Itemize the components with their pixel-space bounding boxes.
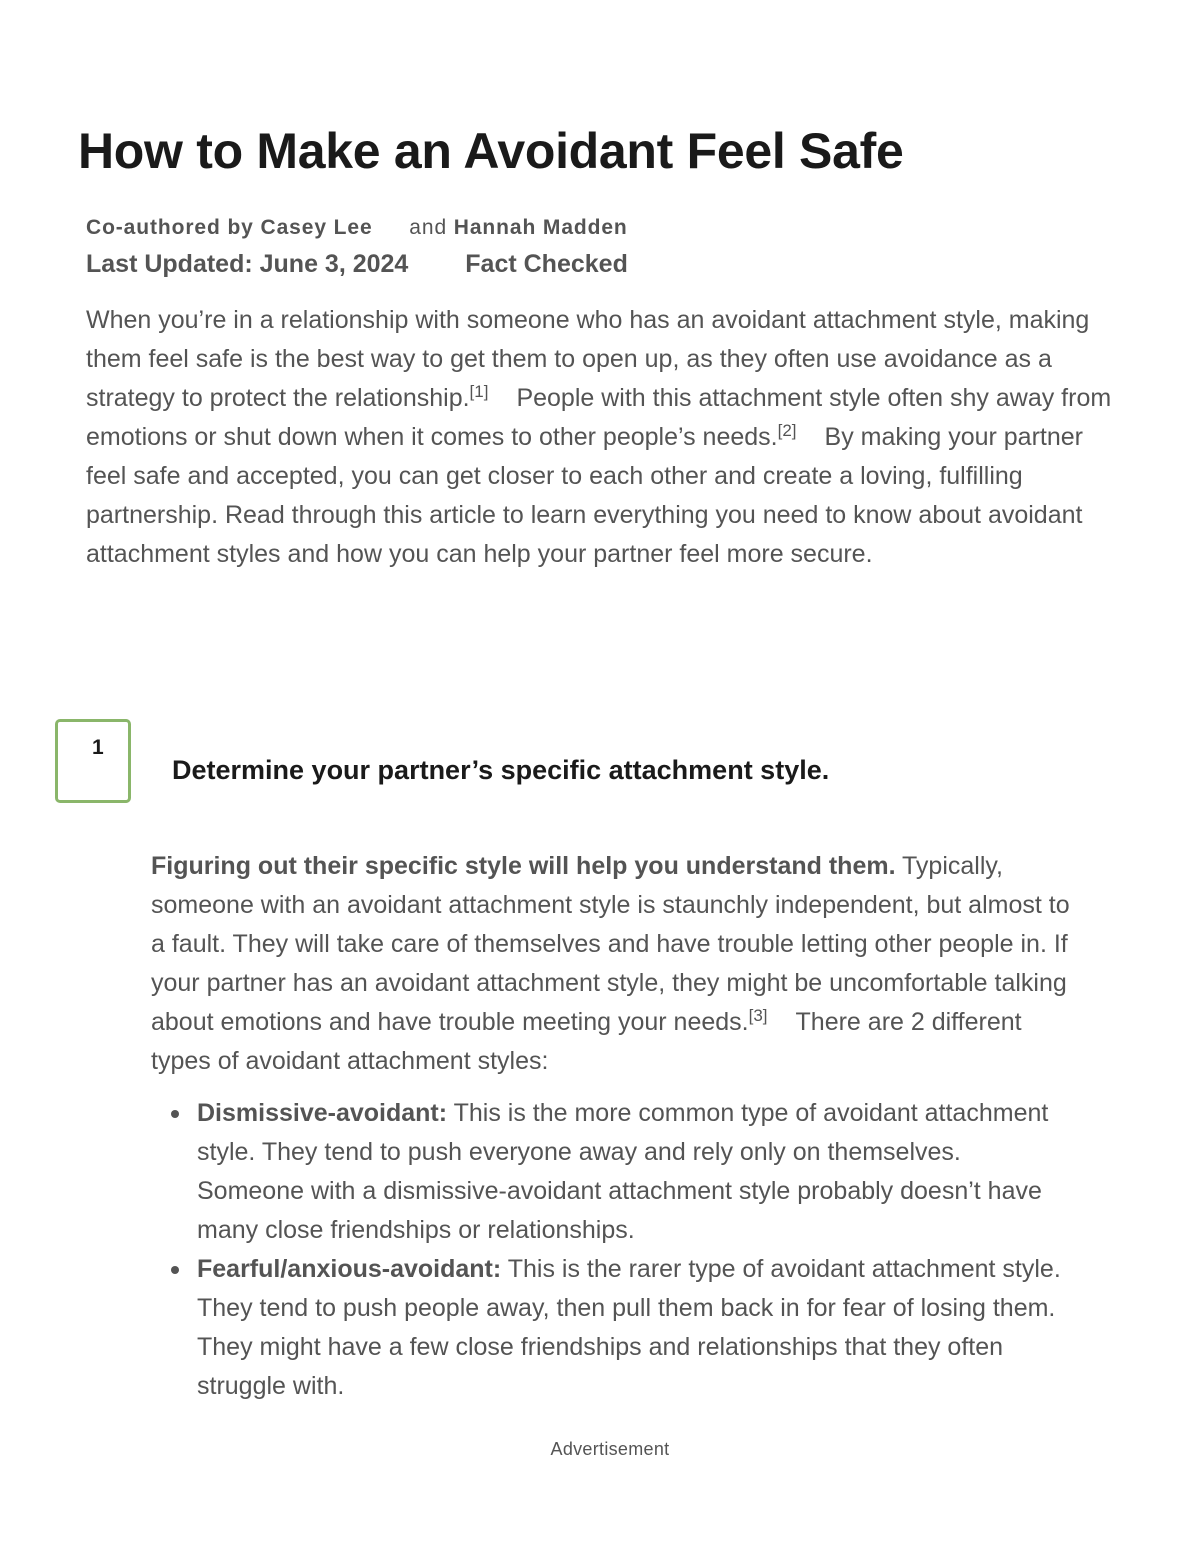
list-item-text: This is the more common type of avoidant attachment style. They tend to push everyone away and rely only on themselves. Someone with a dismissive-avoidant attachment style probably doesn’t have many close friendships or relationships. xyxy=(197,1099,1049,1244)
step-body-after: There are 2 different types of avoidant attachment styles: xyxy=(151,1008,1022,1075)
intro-text-1: When you’re in a relationship with someone who has an avoidant attachment style, making them feel safe is the best way to get them to open up, as they often use avoidance as a strategy to protect the relationship. xyxy=(86,306,1090,412)
last-updated: Last Updated: June 3, 2024 xyxy=(86,250,409,278)
article-title: How to Make an Avoidant Feel Safe xyxy=(78,123,904,179)
step-body-bold: Figuring out their specific style will help you understand them. xyxy=(151,852,896,880)
list-item-text: This is the rarer type of avoidant attachment style. They tend to push people away, then pull them back in for fear of losing them. They might have a few close friendships and relationships that they often struggle with. xyxy=(197,1255,1061,1400)
attachment-types-list xyxy=(151,1094,1071,1406)
step-number: 1 xyxy=(92,736,104,759)
reference-link-2[interactable]: [2] xyxy=(777,420,797,440)
step-body xyxy=(151,847,1071,1081)
list-item xyxy=(151,1250,1071,1406)
list-item-label: Dismissive-avoidant: xyxy=(197,1099,448,1127)
reference-link-3[interactable]: [3] xyxy=(748,1005,768,1025)
byline-and: and xyxy=(409,216,448,239)
intro-text-3: By making your partner feel safe and accepted, you can get closer to each other and create a loving, fulfilling partnership. Read through this article to learn everything you need to know about avoidant attachment styles and how you can help your partner feel more secure. xyxy=(86,423,1083,568)
list-item xyxy=(151,1094,1071,1250)
step-number-box xyxy=(55,719,131,803)
article-intro xyxy=(86,301,1116,574)
byline xyxy=(86,214,628,242)
list-item-label: Fearful/anxious-avoidant: xyxy=(197,1255,502,1283)
article-meta xyxy=(86,248,628,280)
step-heading: Determine your partner’s specific attachment style. xyxy=(172,755,830,785)
bullet-icon xyxy=(171,1110,179,1118)
author-link-hannah-madden[interactable]: Hannah Madden xyxy=(453,216,628,239)
step-body-text: Typically, someone with an avoidant attachment style is staunchly independent, but almost to a fault. They will take care of themselves and have trouble letting other people in. If your partner has an avoidant attachment style, they might be uncomfortable talking about emotions and have trouble meeting your needs. xyxy=(151,852,1070,1036)
author-link-casey-lee[interactable]: Casey Lee xyxy=(260,216,373,239)
advertisement-label: Advertisement xyxy=(550,1439,670,1459)
reference-link-1[interactable]: [1] xyxy=(469,381,489,401)
fact-checked-badge[interactable]: Fact Checked xyxy=(465,250,628,278)
byline-prefix: Co-authored by xyxy=(86,216,254,239)
bullet-icon xyxy=(171,1266,179,1274)
intro-text-2: People with this attachment style often shy away from emotions or shut down when it comes to other people’s needs. xyxy=(86,384,1112,451)
